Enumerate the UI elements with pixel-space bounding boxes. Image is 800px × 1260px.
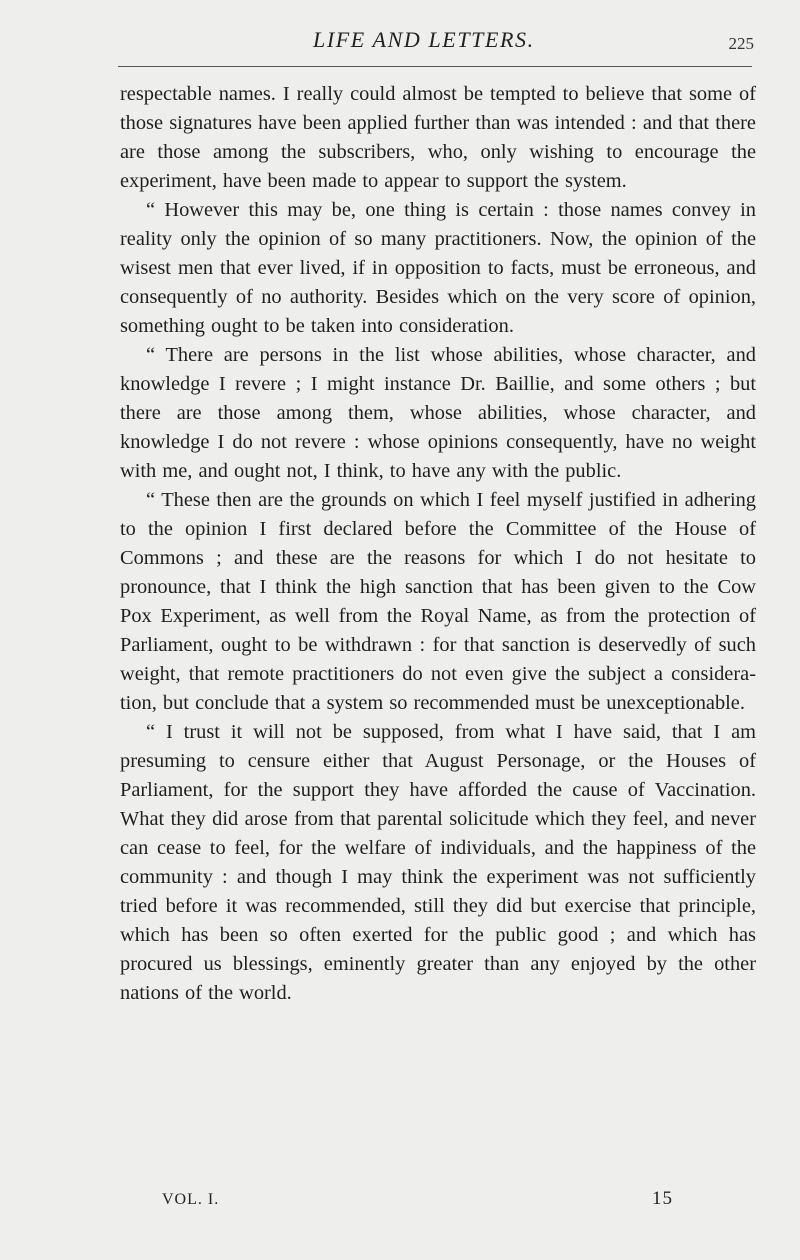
paragraph-3: “ There are persons in the list whose abilities, whose character, and knowledge I revere ; I might instance Dr. Baillie, and some others ; but there are those among them, whose abilities, whose character, and knowledge I do not revere : whose opinions consequently, have no weight with me, and ought not, I think, to have any with the public.: [120, 344, 756, 482]
paragraph-2: “ However this may be, one thing is certain : those names convey in reality only the opinion of so many practitioners. Now, the opinion of the wisest men that ever lived, if in opposition to facts, must be erroneous, and consequently of no authority. Besides which on the very score of opinion, something ought to be taken into consideration.: [120, 199, 756, 337]
paragraph-5: “ I trust it will not be supposed, from what I have said, that I am presuming to censure either that August Personage, or the Houses of Parliament, for the support they have afforded the cause of Vaccination. What they did arose from that parental solicitude which they feel, and never can cease to feel, for the welfare of individuals, and the happiness of the community : and though I may think the experiment was not sufficiently tried before it was recommended, still they did but exercise that principle, which has been so often exerted for the public good ; and which has procured us blessings, eminently greater than any enjoyed by the other nations of the world.: [120, 721, 756, 1004]
running-title: LIFE AND LETTERS.: [313, 27, 535, 52]
paragraph-4: “ These then are the grounds on which I feel myself justified in adhering to the opinion I first declared before the Committee of the House of Commons ; and these are the reasons for which I do not hesitate to pronounce, that I think the high sanction that has been given to the Cow Pox Experiment, as well from the Royal Name, as from the protection of Parliament, ought to be withdrawn : for that sanction is deservedly of such weight, that remote practitioners do not even give the subject a consideration, but conclude that a system so recommended must be unexceptionable.: [120, 489, 756, 714]
paragraph-1: respectable names. I really could almost be tempted to believe that some of those signatures have been applied further than was intended : and that there are those among the subscribers, who, only wishing to encourage the experiment, have been made to appear to support the system.: [120, 83, 756, 192]
gathering-mark: 15: [652, 1188, 673, 1209]
body-text: [120, 80, 756, 1008]
running-head: [0, 24, 800, 54]
volume-signature: VOL. I.: [162, 1191, 220, 1208]
page-footer: [0, 1188, 800, 1218]
page-number: 225: [728, 34, 754, 53]
header-rule: [118, 66, 752, 67]
